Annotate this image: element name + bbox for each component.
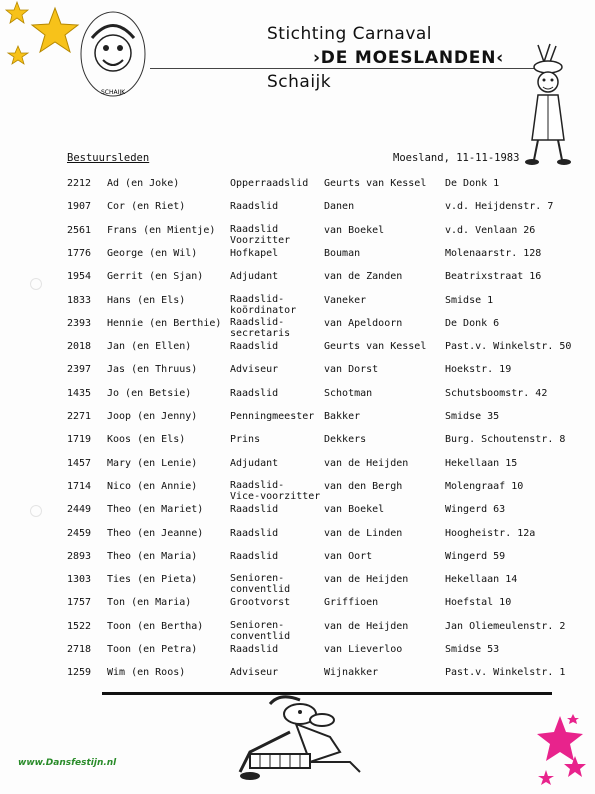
document-date: Moesland, 11-11-1983: [393, 152, 520, 164]
member-name: Jas (en Thruus): [107, 364, 198, 376]
member-number: 1719: [67, 434, 92, 446]
member-surname: van Boekel: [324, 224, 385, 236]
member-surname: van Lieverloo: [324, 644, 403, 655]
organisation-title: Stichting Carnaval: [267, 24, 433, 44]
member-name: Hans (en Els): [107, 294, 186, 306]
member-address: Smidse 35: [445, 411, 500, 422]
member-role: Raadslid- koördinator: [230, 293, 297, 316]
member-address: Burg. Schoutenstr. 8: [445, 434, 566, 446]
member-address: Past.v. Winkelstr. 1: [445, 667, 566, 679]
member-surname: Vaneker: [324, 294, 367, 306]
member-number: 1954: [67, 271, 92, 283]
star-icon: [564, 756, 586, 777]
member-address: v.d. Heijdenstr. 7: [445, 201, 554, 213]
member-role: Adviseur: [230, 364, 279, 376]
header-divider: [150, 68, 540, 69]
member-role: Raadslid: [230, 341, 279, 353]
member-name: Wim (en Roos): [107, 667, 186, 679]
member-surname: van de Heijden: [324, 620, 409, 632]
member-name: Toon (en Petra): [107, 644, 198, 655]
club-name: ›DE MOESLANDEN‹: [313, 48, 505, 68]
punch-hole: [30, 505, 42, 517]
member-role: Adjudant: [230, 271, 279, 283]
member-number: 1522: [67, 620, 92, 632]
member-surname: van Oort: [324, 550, 373, 562]
member-number: 2018: [67, 341, 92, 353]
member-role: Adjudant: [230, 457, 279, 469]
town-name: Schaijk: [267, 72, 332, 92]
member-address: Hekellaan 15: [445, 457, 518, 469]
member-name: Theo (en Mariet): [107, 504, 204, 516]
jester-figure-illustration: [520, 40, 580, 168]
member-surname: Wijnakker: [324, 667, 379, 679]
member-address: Smidse 53: [445, 644, 500, 655]
member-role: Penningmeester: [230, 411, 315, 422]
member-number: 2718: [67, 644, 92, 655]
member-name: George (en Wil): [107, 247, 198, 259]
member-role: Raadslid Voorzitter: [230, 223, 291, 246]
member-name: Nico (en Annie): [107, 480, 198, 492]
member-name: Theo (en Jeanne): [107, 527, 204, 539]
member-surname: Griffioen: [324, 597, 379, 609]
member-address: Smidse 1: [445, 294, 494, 306]
member-name: Ties (en Pieta): [107, 574, 198, 586]
member-number: 1457: [67, 457, 92, 469]
member-number: 1907: [67, 201, 92, 213]
member-role: Raadslid: [230, 201, 279, 213]
member-name: Ad (en Joke): [107, 178, 180, 189]
member-surname: van Dorst: [324, 364, 379, 376]
member-role: Raadslid: [230, 644, 279, 655]
member-surname: Geurts van Kessel: [324, 178, 427, 189]
member-role: Hofkapel: [230, 247, 279, 259]
member-surname: van den Bergh: [324, 480, 403, 492]
member-address: Hoekstr. 19: [445, 364, 512, 376]
decorative-stars-top-left: [0, 0, 90, 75]
member-name: Hennie (en Berthie): [107, 317, 222, 329]
member-surname: Bouman: [324, 247, 361, 259]
member-number: 1714: [67, 480, 92, 492]
member-address: Molenaarstr. 128: [445, 247, 542, 259]
member-address: De Donk 6: [445, 317, 500, 329]
member-address: Wingerd 63: [445, 504, 506, 516]
member-number: 2561: [67, 224, 92, 236]
member-name: Toon (en Bertha): [107, 620, 204, 632]
member-address: Jan Oliemeulenstr. 2: [445, 620, 566, 632]
member-surname: van de Heijden: [324, 574, 409, 586]
member-number: 1776: [67, 247, 92, 259]
member-surname: Schotman: [324, 387, 373, 399]
member-role: Raadslid: [230, 387, 279, 399]
member-role: Prins: [230, 434, 261, 446]
svg-text:SCHAIJK: SCHAIJK: [100, 89, 126, 96]
member-number: 2893: [67, 550, 92, 562]
member-surname: van Boekel: [324, 504, 385, 516]
member-surname: van de Zanden: [324, 271, 403, 283]
member-number: 1833: [67, 294, 92, 306]
member-name: Jo (en Betsie): [107, 387, 192, 399]
member-role: Raadslid: [230, 527, 279, 539]
member-surname: Dekkers: [324, 434, 367, 446]
member-address: Wingerd 59: [445, 550, 506, 562]
member-address: Hekellaan 14: [445, 574, 518, 586]
member-surname: Geurts van Kessel: [324, 341, 427, 353]
member-role: Senioren- conventlid: [230, 619, 291, 642]
member-number: 2459: [67, 527, 92, 539]
member-name: Gerrit (en Sjan): [107, 271, 204, 283]
star-icon: [8, 46, 28, 64]
member-name: Cor (en Riet): [107, 201, 186, 213]
member-address: Schutsboomstr. 42: [445, 387, 548, 399]
carnival-jester-logo: [78, 8, 148, 100]
member-address: Beatrixstraat 16: [445, 271, 542, 283]
member-role: Raadslid- secretaris: [230, 316, 291, 339]
star-icon: [6, 2, 28, 23]
member-address: v.d. Venlaan 26: [445, 224, 536, 236]
member-number: 2212: [67, 178, 92, 189]
star-icon: [32, 8, 78, 52]
member-role: Senioren- conventlid: [230, 573, 291, 596]
lounging-figure-illustration: [230, 692, 370, 784]
member-role: Raadslid: [230, 550, 279, 562]
member-address: Hoogheistr. 12a: [445, 527, 536, 539]
member-name: Ton (en Maria): [107, 597, 192, 609]
member-surname: Danen: [324, 201, 355, 213]
member-address: De Donk 1: [445, 178, 500, 189]
member-number: 1435: [67, 387, 92, 399]
punch-hole: [30, 278, 42, 290]
member-name: Frans (en Mientje): [107, 224, 216, 236]
site-watermark: www.Dansfestijn.nl: [18, 758, 117, 768]
member-role: Grootvorst: [230, 597, 291, 609]
member-address: Hoefstal 10: [445, 597, 512, 609]
member-role: Raadslid: [230, 504, 279, 516]
member-name: Koos (en Els): [107, 434, 186, 446]
member-number: 2271: [67, 411, 92, 422]
member-number: 2397: [67, 364, 92, 376]
section-title: Bestuursleden: [67, 152, 150, 164]
member-name: Theo (en Maria): [107, 550, 198, 562]
member-name: Joop (en Jenny): [107, 411, 198, 422]
member-address: Past.v. Winkelstr. 50: [445, 341, 572, 353]
member-role: Opperraadslid: [230, 178, 309, 189]
member-number: 1303: [67, 574, 92, 586]
member-number: 2393: [67, 317, 92, 329]
decorative-stars-bottom-right: [520, 712, 595, 794]
star-icon: [538, 770, 554, 785]
member-surname: Bakker: [324, 411, 361, 422]
member-number: 1757: [67, 597, 92, 609]
star-icon: [567, 714, 579, 724]
member-surname: van Apeldoorn: [324, 317, 403, 329]
member-role: Adviseur: [230, 667, 279, 679]
member-number: 1259: [67, 667, 92, 679]
member-address: Molengraaf 10: [445, 480, 524, 492]
member-surname: van de Linden: [324, 527, 403, 539]
member-name: Jan (en Ellen): [107, 341, 192, 353]
member-number: 2449: [67, 504, 92, 516]
member-name: Mary (en Lenie): [107, 457, 198, 469]
member-surname: van de Heijden: [324, 457, 409, 469]
member-role: Raadslid- Vice-voorzitter: [230, 479, 321, 502]
